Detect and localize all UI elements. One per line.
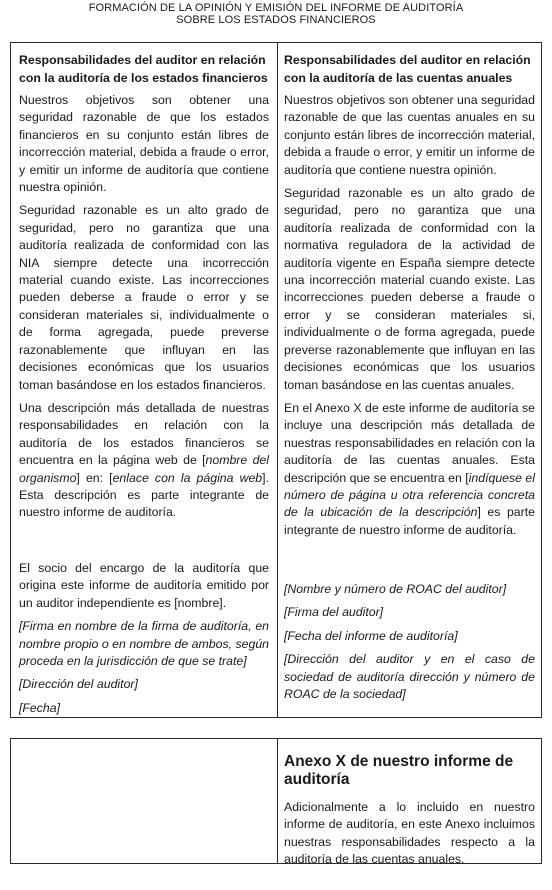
left-paragraph-2: Seguridad razonable es un alto grado de seguridad, pero no garantiza que una auditoría realizada de conformidad con las NIA siempre detecte una incorrección material cuando existe. Las incorrecciones pueden deberse a fraude o error y se consideran materiales si, individualmente o de forma agregada, puede preverse razonablemente que influyan en las decisiones económicas que los usuarios toman basándose en los estados financieros.	[19, 203, 269, 392]
right-signature-block	[284, 581, 535, 709]
annex-table	[10, 738, 542, 867]
left-signature-address: [Dirección del auditor]	[19, 677, 138, 692]
right-signature-roac: [Nombre y número de ROAC del auditor]	[284, 582, 507, 596]
left-signature-date: [Fecha]	[19, 700, 61, 715]
left-p3-italic-enlace: enlace con la página web	[112, 470, 263, 485]
left-p3-text-a: Una descripción más detallada de nuestras responsabilidades en relación con la auditoría de los estados financieros se encuentra en la página web de [	[19, 400, 269, 468]
left-paragraph-3	[19, 400, 269, 522]
right-p3-italic-reference: indíquese el número de página u otra referencia concreta de la ubicación de la descripción	[284, 470, 535, 520]
left-signature-partner: El socio del encargo de la auditoría que origina este informe de auditoría emitido por un auditor independiente es [nombre].	[19, 561, 269, 610]
left-signature-block	[19, 560, 269, 723]
page-header	[0, 0, 552, 40]
left-p3-text-e: ]. Esta descripción es parte integrante de nuestro informe de auditoría.	[19, 470, 269, 520]
left-column-title: Responsabilidades del auditor en relación con la auditoría de los estados financieros	[19, 53, 268, 85]
right-p3-text-c: ] es parte integrante de nuestro informe de auditoría.	[284, 505, 535, 537]
right-signature-address: [Dirección del auditor y en el caso de sociedad de auditoría dirección y número de ROAC de la sociedad]	[284, 652, 535, 702]
right-paragraph-2: Seguridad razonable es un alto grado de seguridad, pero no garantiza que una auditoría realizada de conformidad con la normativa reguladora de la actividad de auditoría vigente en España siempre detecte una incorrección material cuando existe. Las incorrecciones pueden deberse a fraude o error y se consideran materiales si, individualmente o de forma agregada, puede preverse razonablemente que influyan en las decisiones económicas que los usuarios toman basándose en las cuentas anuales.	[284, 186, 535, 392]
right-signature-date: [Fecha del informe de auditoría]	[284, 628, 458, 643]
annex-paragraph: Adicionalmente a lo incluido en nuestro informe de auditoría, en este Anexo incluimos nuestras responsabilidades respecto a la auditoría de las cuentas anuales.	[284, 800, 535, 867]
annex-title: Anexo X de nuestro informe de auditoría	[284, 753, 514, 788]
left-column	[11, 43, 277, 717]
left-signature-firm: [Firma en nombre de la firma de auditoría, en nombre propio o en nombre de ambos, según proceda en la jurisdicción de que se trate]	[19, 619, 269, 669]
header-line-1: FORMACIÓN DE LA OPINIÓN Y EMISIÓN DEL INFORME DE AUDITORÍA	[88, 2, 464, 14]
left-p3-text-c: ] en: [	[76, 470, 113, 485]
left-p3-italic-organismo: nombre del organismo	[19, 453, 269, 485]
header-line-2: SOBRE LOS ESTADOS FINANCIEROS	[176, 14, 376, 26]
annex-right-cell	[278, 739, 543, 867]
left-paragraph-1: Nuestros objetivos son obtener una seguridad razonable de que los estados financieros en su conjunto están libres de incorrección material, debida a fraude o error, y emitir un informe de auditoría que contiene nuestra opinión.	[19, 93, 269, 195]
right-paragraph-3	[284, 400, 535, 539]
annex-left-empty-cell	[11, 739, 277, 863]
right-column-title: Responsabilidades del auditor en relación con la auditoría de las cuentas anuales	[284, 53, 531, 85]
right-paragraph-1: Nuestros objetivos son obtener una seguridad razonable de que las cuentas anuales en su conjunto están libres de incorrección material, debida a fraude o error, y emitir un informe de auditoría que contiene nuestra opinión.	[284, 93, 535, 177]
right-column	[278, 43, 543, 717]
comparison-table	[10, 42, 542, 718]
right-signature-firm: [Firma del auditor]	[284, 605, 384, 620]
right-p3-text-a: En el Anexo X de este informe de auditoría se incluye una descripción más detallada de nuestras responsabilidades en relación con la auditoría de las cuentas anuales. Esta descripción que se encuentra en [	[284, 400, 535, 485]
